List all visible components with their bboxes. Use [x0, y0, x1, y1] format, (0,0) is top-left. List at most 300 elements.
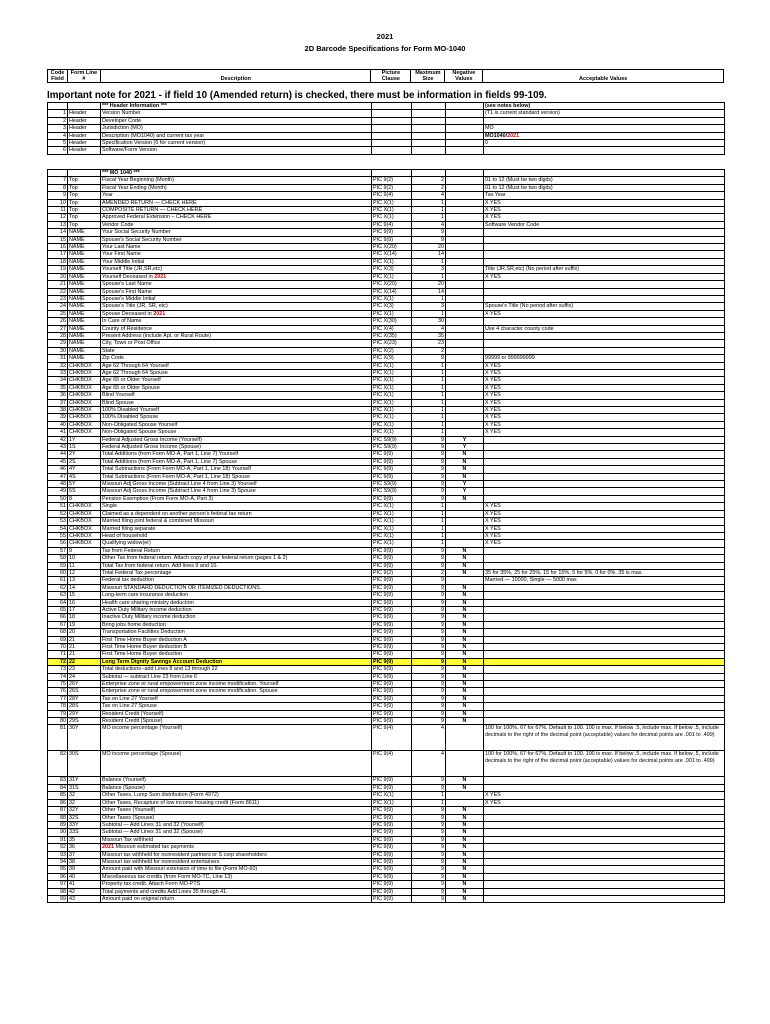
- cell-form-line: 2Y: [68, 451, 101, 458]
- cell-description: Blind Yourself: [101, 392, 372, 399]
- cell-acceptable-values: [484, 606, 725, 613]
- table-row: [48, 117, 725, 124]
- cell-picture-clause: PIC 9(9): [372, 495, 412, 502]
- cell-negative-values: N: [446, 895, 484, 902]
- table-row: [48, 518, 725, 525]
- cell-negative-values: [446, 266, 484, 273]
- cell-picture-clause: PIC X(3): [372, 303, 412, 310]
- cell-description: Pension Exemption (From Form MO-A, Part 3): [101, 495, 372, 502]
- cell-description: Enterprise zone or rural empowerment zone income modification. Spouse: [101, 688, 372, 695]
- cell-maximum-size: 9: [412, 681, 446, 688]
- cell-negative-values: [446, 214, 484, 221]
- cell-acceptable-values: [484, 673, 725, 680]
- cell-form-line: 35: [68, 836, 101, 843]
- cell-code-field: 28: [48, 332, 68, 339]
- table-row: [48, 318, 725, 325]
- cell-acceptable-values: [484, 295, 725, 302]
- cell-negative-values: N: [446, 710, 484, 717]
- table-row: [48, 147, 725, 154]
- cell-picture-clause: PIC X(1): [372, 207, 412, 214]
- cell-maximum-size: 1: [412, 273, 446, 280]
- year-highlight: 2021: [507, 132, 520, 139]
- cell-picture-clause: [372, 125, 412, 132]
- cell-code-field: 67: [48, 621, 68, 628]
- cell-code-field: 86: [48, 799, 68, 806]
- table-row: [48, 325, 725, 332]
- cell-description: Missouri Tax withheld: [101, 836, 372, 843]
- cell-acceptable-values: [484, 836, 725, 843]
- cell-negative-values: [446, 103, 484, 110]
- cell-picture-clause: [372, 103, 412, 110]
- cell-maximum-size: 1: [412, 510, 446, 517]
- cell-description: Spouse Deceased in 2021: [101, 310, 372, 317]
- cell-maximum-size: 9: [412, 866, 446, 873]
- cell-description: Property tax credit. Attach Form MO-PTS: [101, 881, 372, 888]
- cell-code-field: 95: [48, 866, 68, 873]
- cell-form-line: Top: [68, 184, 101, 191]
- cell-form-line: 12: [68, 569, 101, 576]
- cell-picture-clause: PIC 9(9): [372, 658, 412, 665]
- cell-description: 2021 Missouri estimated tax payments: [101, 844, 372, 851]
- cell-acceptable-values: [484, 807, 725, 814]
- cell-code-field: 3: [48, 125, 68, 132]
- cell-negative-values: [446, 362, 484, 369]
- cell-negative-values: [446, 503, 484, 510]
- cell-picture-clause: PIC X(9): [372, 355, 412, 362]
- cell-acceptable-values: X YES: [484, 207, 725, 214]
- cell-form-line: Header: [68, 117, 101, 124]
- year-highlight: 2021: [102, 844, 114, 851]
- cell-code-field: 62: [48, 584, 68, 591]
- cell-form-line: 4Y: [68, 466, 101, 473]
- cell-form-line: 33Y: [68, 821, 101, 828]
- cell-acceptable-values: [484, 281, 725, 288]
- table-row: [48, 658, 725, 665]
- cell-negative-values: N: [446, 644, 484, 651]
- table-row: [48, 718, 725, 725]
- cell-maximum-size: 9: [412, 614, 446, 621]
- cell-acceptable-values: [484, 881, 725, 888]
- cell-maximum-size: 9: [412, 821, 446, 828]
- cell-negative-values: N: [446, 695, 484, 702]
- cell-acceptable-values: [484, 473, 725, 480]
- cell-negative-values: [446, 347, 484, 354]
- cell-acceptable-values: [484, 318, 725, 325]
- cell-acceptable-values: 01 to 12 (Must be two digits): [484, 184, 725, 191]
- cell-negative-values: [446, 140, 484, 147]
- cell-acceptable-values: [484, 710, 725, 717]
- cell-picture-clause: PIC 9(2): [372, 184, 412, 191]
- table-row: [48, 407, 725, 414]
- cell-acceptable-values: (see notes below): [484, 103, 725, 110]
- cell-maximum-size: 1: [412, 214, 446, 221]
- cell-negative-values: Y: [446, 444, 484, 451]
- cell-code-field: [48, 103, 68, 110]
- cell-maximum-size: 1: [412, 258, 446, 265]
- cell-description: In Care of Name: [101, 318, 372, 325]
- cell-maximum-size: [412, 170, 446, 177]
- table-row: [48, 369, 725, 376]
- cell-description: Federal Adjusted Gross Income (Yourself): [101, 436, 372, 443]
- cell-code-field: 43: [48, 444, 68, 451]
- cell-form-line: 21: [68, 644, 101, 651]
- cell-description: Head of household: [101, 532, 372, 539]
- cell-maximum-size: 9: [412, 451, 446, 458]
- cell-negative-values: [446, 510, 484, 517]
- table-row: [48, 614, 725, 621]
- cell-picture-clause: PIC X(4): [372, 325, 412, 332]
- cell-maximum-size: 9: [412, 851, 446, 858]
- cell-description: Version Number: [101, 110, 372, 117]
- cell-form-line: Top: [68, 192, 101, 199]
- table-row: [48, 251, 725, 258]
- cell-picture-clause: PIC 9(9): [372, 836, 412, 843]
- cell-picture-clause: PIC 9(9): [372, 710, 412, 717]
- cell-description: Total payments and credits Add Lines 35 through 41.: [101, 888, 372, 895]
- cell-maximum-size: [412, 110, 446, 117]
- table-row: [48, 592, 725, 599]
- cell-maximum-size: 20: [412, 244, 446, 251]
- document-title: 2D Barcode Specifications for Form MO-1040: [304, 44, 466, 53]
- cell-form-line: 1Y: [68, 436, 101, 443]
- cell-picture-clause: PIC 9(9): [372, 584, 412, 591]
- cell-form-line: 21: [68, 636, 101, 643]
- cell-form-line: CHKBOX: [68, 510, 101, 517]
- cell-picture-clause: PIC X(1): [372, 273, 412, 280]
- cell-picture-clause: PIC X(1): [372, 384, 412, 391]
- cell-form-line: NAME: [68, 236, 101, 243]
- cell-code-field: 54: [48, 525, 68, 532]
- cell-form-line: 14: [68, 584, 101, 591]
- cell-maximum-size: 9: [412, 784, 446, 791]
- cell-form-line: 32: [68, 799, 101, 806]
- cell-negative-values: [446, 221, 484, 228]
- cell-form-line: Header: [68, 125, 101, 132]
- table-row: [48, 288, 725, 295]
- cell-picture-clause: PIC 9(9): [372, 236, 412, 243]
- cell-negative-values: [446, 540, 484, 547]
- cell-description: Spouse's Social Security Number: [101, 236, 372, 243]
- cell-form-line: 13: [68, 577, 101, 584]
- cell-negative-values: N: [446, 451, 484, 458]
- cell-picture-clause: PIC X(1): [372, 377, 412, 384]
- cell-code-field: 58: [48, 555, 68, 562]
- cell-negative-values: Y: [446, 481, 484, 488]
- cell-code-field: 47: [48, 473, 68, 480]
- cell-description: Missouri tax withheld for nonresident entertainers: [101, 858, 372, 865]
- table-row: [48, 606, 725, 613]
- cell-negative-values: N: [446, 658, 484, 665]
- cell-maximum-size: 9: [412, 777, 446, 784]
- table-row: [48, 221, 725, 228]
- cell-description: Non-Obligated Spouse Yourself: [101, 421, 372, 428]
- cell-code-field: 68: [48, 629, 68, 636]
- cell-form-line: CHKBOX: [68, 503, 101, 510]
- cell-acceptable-values: 35 for 35%, 25 for 25%, 15 for 15%, 5 for 5%, 0 for 0%. 35 is max.: [484, 569, 725, 576]
- cell-acceptable-values: [484, 170, 725, 177]
- cell-picture-clause: PIC X(3): [372, 266, 412, 273]
- cell-picture-clause: PIC X(1): [372, 525, 412, 532]
- cell-acceptable-values: [484, 844, 725, 851]
- table-row: [48, 132, 725, 139]
- cell-maximum-size: 4: [412, 221, 446, 228]
- cell-form-line: 28Y: [68, 695, 101, 702]
- cell-code-field: 64: [48, 599, 68, 606]
- cell-maximum-size: 1: [412, 414, 446, 421]
- cell-form-line: 30Y: [68, 725, 101, 751]
- cell-acceptable-values: 99999 or 999999999: [484, 355, 725, 362]
- cell-acceptable-values: [484, 858, 725, 865]
- table-row: [48, 725, 725, 751]
- cell-form-line: 15: [68, 592, 101, 599]
- cell-negative-values: [446, 384, 484, 391]
- cell-description: Specification Version (0 for current version): [101, 140, 372, 147]
- cell-picture-clause: PIC 9(9): [372, 629, 412, 636]
- table-row: [48, 799, 725, 806]
- cell-acceptable-values: [484, 851, 725, 858]
- cell-description: Year: [101, 192, 372, 199]
- cell-picture-clause: PIC 9(9): [372, 673, 412, 680]
- cell-code-field: 93: [48, 851, 68, 858]
- cell-picture-clause: PIC 9(9): [372, 695, 412, 702]
- cell-code-field: 31: [48, 355, 68, 362]
- cell-negative-values: N: [446, 562, 484, 569]
- cell-code-field: 69: [48, 636, 68, 643]
- cell-description: Yourself Title (JR,SR,etc): [101, 266, 372, 273]
- cell-negative-values: N: [446, 829, 484, 836]
- cell-code-field: 26: [48, 318, 68, 325]
- cell-code-field: 70: [48, 644, 68, 651]
- cell-maximum-size: 20: [412, 281, 446, 288]
- cell-form-line: 4S: [68, 473, 101, 480]
- cell-maximum-size: 9: [412, 355, 446, 362]
- cell-description: Long-term care insurance deduction: [101, 592, 372, 599]
- cell-picture-clause: PIC X(1): [372, 369, 412, 376]
- cell-code-field: 34: [48, 377, 68, 384]
- cell-picture-clause: PIC 9(9): [372, 451, 412, 458]
- cell-code-field: [48, 170, 68, 177]
- cell-code-field: 80: [48, 718, 68, 725]
- cell-description: Resident Credit (Yourself): [101, 710, 372, 717]
- cell-negative-values: N: [446, 718, 484, 725]
- cell-code-field: 13: [48, 221, 68, 228]
- cell-maximum-size: 9: [412, 636, 446, 643]
- cell-picture-clause: PIC X(1): [372, 407, 412, 414]
- cell-description: Enterprise zone or rural empowerment zone income modification. Yourself: [101, 681, 372, 688]
- cell-code-field: 56: [48, 540, 68, 547]
- cell-maximum-size: 23: [412, 340, 446, 347]
- cell-form-line: NAME: [68, 244, 101, 251]
- cell-negative-values: [446, 429, 484, 436]
- cell-acceptable-values: Spouse's Title (No period after suffix): [484, 303, 725, 310]
- cell-form-line: CHKBOX: [68, 540, 101, 547]
- cell-description: Jurisdiction (MO): [101, 125, 372, 132]
- cell-description: Fiscal Year Beginning (Month): [101, 177, 372, 184]
- cell-form-line: NAME: [68, 229, 101, 236]
- cell-acceptable-values: [484, 555, 725, 562]
- cell-negative-values: [446, 288, 484, 295]
- cell-picture-clause: PIC 9(9): [372, 881, 412, 888]
- cell-description: Federal tax deduction: [101, 577, 372, 584]
- cell-description: First Time Home Buyer deduction B: [101, 644, 372, 651]
- cell-acceptable-values: [484, 436, 725, 443]
- cell-acceptable-values: [484, 288, 725, 295]
- cell-acceptable-values: [484, 584, 725, 591]
- cell-description: Spouse's Last Name: [101, 281, 372, 288]
- cell-code-field: 94: [48, 858, 68, 865]
- cell-maximum-size: 9: [412, 644, 446, 651]
- cell-maximum-size: 1: [412, 532, 446, 539]
- cell-picture-clause: PIC 9(9): [372, 866, 412, 873]
- cell-negative-values: [446, 251, 484, 258]
- cell-form-line: 33S: [68, 829, 101, 836]
- cell-code-field: 36: [48, 392, 68, 399]
- cell-negative-values: N: [446, 629, 484, 636]
- cell-description: Spouse's First Name: [101, 288, 372, 295]
- cell-negative-values: [446, 725, 484, 751]
- cell-description: AMENDED RETURN — CHECK HERE: [101, 199, 372, 206]
- cell-form-line: NAME: [68, 273, 101, 280]
- cell-acceptable-values: [484, 695, 725, 702]
- cell-maximum-size: 9: [412, 555, 446, 562]
- cell-form-line: 20: [68, 629, 101, 636]
- cell-negative-values: [446, 525, 484, 532]
- table-row: [48, 688, 725, 695]
- cell-negative-values: N: [446, 836, 484, 843]
- cell-picture-clause: [372, 170, 412, 177]
- cell-form-line: 32Y: [68, 807, 101, 814]
- cell-negative-values: [446, 340, 484, 347]
- table-row: [48, 488, 725, 495]
- table-row: [48, 703, 725, 710]
- cell-negative-values: N: [446, 881, 484, 888]
- cell-negative-values: [446, 110, 484, 117]
- cell-description: Other Taxes, Recapture of low income housing credit (Form 8611): [101, 799, 372, 806]
- cell-form-line: 8: [68, 495, 101, 502]
- cell-code-field: 22: [48, 288, 68, 295]
- table-row: [48, 295, 725, 302]
- header-fields-table: [47, 102, 725, 155]
- cell-code-field: 35: [48, 384, 68, 391]
- cell-description: Bring jobs home deduction: [101, 621, 372, 628]
- cell-negative-values: [446, 310, 484, 317]
- cell-form-line: 23: [68, 666, 101, 673]
- cell-acceptable-values: X YES: [484, 799, 725, 806]
- cell-maximum-size: 9: [412, 481, 446, 488]
- cell-maximum-size: 9: [412, 858, 446, 865]
- cell-description: Total Subtractions (From Form MO-A, Part 1, Line 18) Spouse: [101, 473, 372, 480]
- cell-maximum-size: 1: [412, 392, 446, 399]
- cell-form-line: NAME: [68, 318, 101, 325]
- cell-description: Miscellaneous tax credits (from Form MO-TC, Line 13): [101, 873, 372, 880]
- cell-code-field: 39: [48, 414, 68, 421]
- cell-acceptable-values: [484, 229, 725, 236]
- cell-maximum-size: 9: [412, 718, 446, 725]
- table-row: [48, 547, 725, 554]
- cell-description: Claimed as a dependent on another person's federal tax return: [101, 510, 372, 517]
- cell-description: Vendor Code: [101, 221, 372, 228]
- table-row: [48, 347, 725, 354]
- cell-description: Non-Obligated Spouse Spouse: [101, 429, 372, 436]
- cell-code-field: 15: [48, 236, 68, 243]
- table-row: [48, 777, 725, 784]
- table-row: [48, 503, 725, 510]
- cell-code-field: 4: [48, 132, 68, 139]
- cell-negative-values: [446, 532, 484, 539]
- cell-code-field: 30: [48, 347, 68, 354]
- cell-maximum-size: 9: [412, 473, 446, 480]
- cell-code-field: 9: [48, 192, 68, 199]
- cell-description: Total Additions (from Form MO-A, Part 1, Line 7) Spouse: [101, 458, 372, 465]
- cell-code-field: 65: [48, 606, 68, 613]
- cell-maximum-size: 9: [412, 599, 446, 606]
- cell-description: Total Federal Tax percentage: [101, 569, 372, 576]
- table-row: [48, 695, 725, 702]
- cell-picture-clause: PIC 9(9): [372, 829, 412, 836]
- cell-code-field: 84: [48, 784, 68, 791]
- cell-description: Missouri STANDARD DEDUCTION OR ITEMIZED DEDUCTIONS.: [101, 584, 372, 591]
- cell-form-line: NAME: [68, 355, 101, 362]
- cell-picture-clause: PIC X(1): [372, 503, 412, 510]
- cell-picture-clause: PIC 9(4): [372, 221, 412, 228]
- cell-maximum-size: [412, 117, 446, 124]
- col-code-field: Code Field: [48, 70, 68, 83]
- cell-picture-clause: PIC X(1): [372, 399, 412, 406]
- cell-code-field: 27: [48, 325, 68, 332]
- table-row: [48, 710, 725, 717]
- table-row: [48, 644, 725, 651]
- cell-picture-clause: PIC 9(9): [372, 777, 412, 784]
- cell-maximum-size: 9: [412, 814, 446, 821]
- cell-form-line: CHKBOX: [68, 518, 101, 525]
- cell-picture-clause: PIC 9(9): [372, 614, 412, 621]
- table-row: [48, 281, 725, 288]
- cell-maximum-size: 9: [412, 829, 446, 836]
- table-row: [48, 258, 725, 265]
- important-note: Important note for 2021 - if field 10 (Amended return) is checked, there must be information in fields 99-109.: [47, 90, 547, 101]
- cell-acceptable-values: X YES: [484, 362, 725, 369]
- cell-code-field: 50: [48, 495, 68, 502]
- cell-code-field: 57: [48, 547, 68, 554]
- cell-form-line: 29S: [68, 718, 101, 725]
- table-row: [48, 229, 725, 236]
- cell-description: Other Taxes (Spouse): [101, 814, 372, 821]
- cell-description: Developer Code: [101, 117, 372, 124]
- cell-form-line: NAME: [68, 340, 101, 347]
- table-row: [48, 466, 725, 473]
- cell-code-field: 79: [48, 710, 68, 717]
- cell-code-field: 48: [48, 481, 68, 488]
- cell-acceptable-values: X YES: [484, 384, 725, 391]
- cell-picture-clause: PIC X(1): [372, 199, 412, 206]
- cell-maximum-size: 9: [412, 807, 446, 814]
- cell-code-field: 77: [48, 695, 68, 702]
- table-row: [48, 814, 725, 821]
- cell-negative-values: [446, 377, 484, 384]
- cell-negative-values: [446, 399, 484, 406]
- cell-form-line: Header: [68, 110, 101, 117]
- table-row: [48, 562, 725, 569]
- cell-picture-clause: PIC S9(9): [372, 481, 412, 488]
- table-row: [48, 103, 725, 110]
- table-row: [48, 355, 725, 362]
- cell-code-field: 14: [48, 229, 68, 236]
- year-highlight: 2021: [153, 310, 166, 317]
- cell-picture-clause: PIC 9(2): [372, 177, 412, 184]
- cell-maximum-size: 1: [412, 207, 446, 214]
- cell-acceptable-values: [484, 244, 725, 251]
- cell-acceptable-values: 0: [484, 140, 725, 147]
